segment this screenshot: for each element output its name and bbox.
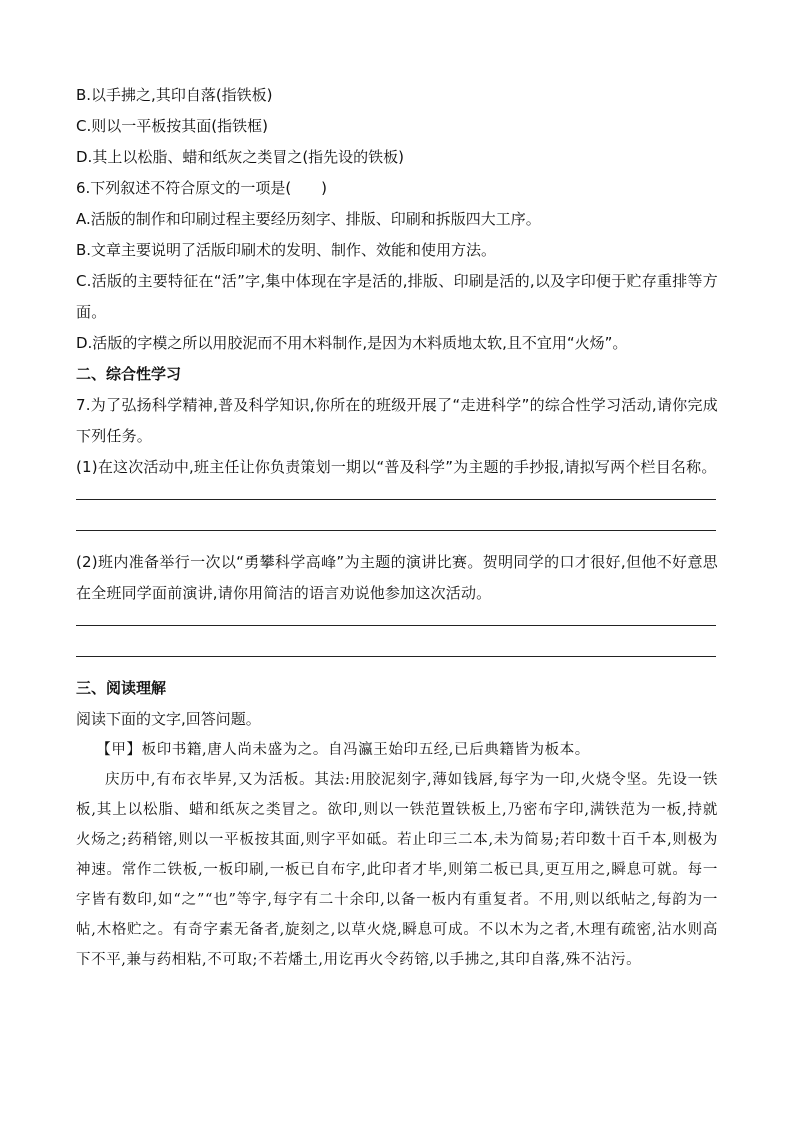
q5-option-d: D.其上以松脂、蜡和纸灰之类冒之(指先设的铁板) <box>76 148 405 166</box>
reading-instruction: 阅读下面的文字,回答问题。 <box>76 710 261 728</box>
q6-option-d: D.活版的字模之所以用胶泥而不用木料制作,是因为木料质地太软,且不宜用“火炀”。 <box>76 334 628 352</box>
answer-line <box>76 499 716 500</box>
answer-line <box>76 656 716 657</box>
q6-option-a: A.活版的制作和印刷过程主要经历刻字、排版、印刷和拆版四大工序。 <box>76 210 541 228</box>
passage-jia-paragraph-2: 庆历中,有布衣毕昇,又为活板。其法:用胶泥刻字,薄如钱唇,每字为一印,火烧令坚。先设一铁板,其上以松脂、蜡和纸灰之类冒之。欲印,则以一铁范置铁板上,乃密布字印,满铁范为一板,持就火炀之;药稍镕,则以一平板按其面,则字平如砥。若止印三二本,未为简易;若印数十百千本,则极为神速。常作二铁板,一板印刷,一板已自布字,此印者才毕,则第二板已具,更互用之,瞬息可就。每一字皆有数印,如“之”“也”等字,每字有二十余印,以备一板内有重复者。不用,则以纸帖之,每韵为一帖,木格贮之。有奇字素无备者,旋刻之,以草火烧,瞬息可成。不以木为之者,木理有疏密,沾水则高下不平,兼与药相粘,不可取;不若燔土,用讫再火令药镕,以手拂之,其印自落,殊不沾污。 <box>76 772 718 968</box>
q7-part-2: (2)班内准备举行一次以“勇攀科学高峰”为主题的演讲比赛。贺明同学的口才很好,但他不好意思在全班同学面前演讲,请你用简洁的语言劝说他参加这次活动。 <box>76 553 718 602</box>
passage-jia-paragraph-1: 【甲】板印书籍,唐人尚未盛为之。自冯瀛王始印五经,已后典籍皆为板本。 <box>96 742 590 758</box>
q7-part-1: (1)在这次活动中,班主任让你负责策划一期以“普及科学”为主题的手抄报,请拟写两个栏目名称。 <box>76 458 717 476</box>
answer-area-1[interactable] <box>76 499 718 531</box>
q6-option-c: C.活版的主要特征在“活”字,集中体现在字是活的,排版、印刷是活的,以及字印便于贮存重排等方面。 <box>76 272 718 321</box>
answer-line <box>76 530 716 531</box>
q6-stem: 6.下列叙述不符合原文的一项是( ) <box>76 179 328 197</box>
q6-option-b: B.文章主要说明了活版印刷术的发明、制作、效能和使用方法。 <box>76 241 497 259</box>
section-2-heading: 二、综合性学习 <box>76 365 182 383</box>
document-page <box>76 80 718 975</box>
section-3-heading: 三、阅读理解 <box>76 679 167 697</box>
q5-option-c: C.则以一平板按其面(指铁框) <box>76 117 268 135</box>
answer-area-2[interactable] <box>76 625 718 657</box>
q7-stem: 7.为了弘扬科学精神,普及科学知识,你所在的班级开展了“走进科学”的综合性学习活动,请你完成下列任务。 <box>76 396 718 445</box>
q5-option-b: B.以手拂之,其印自落(指铁板) <box>76 86 273 104</box>
answer-line <box>76 625 716 626</box>
